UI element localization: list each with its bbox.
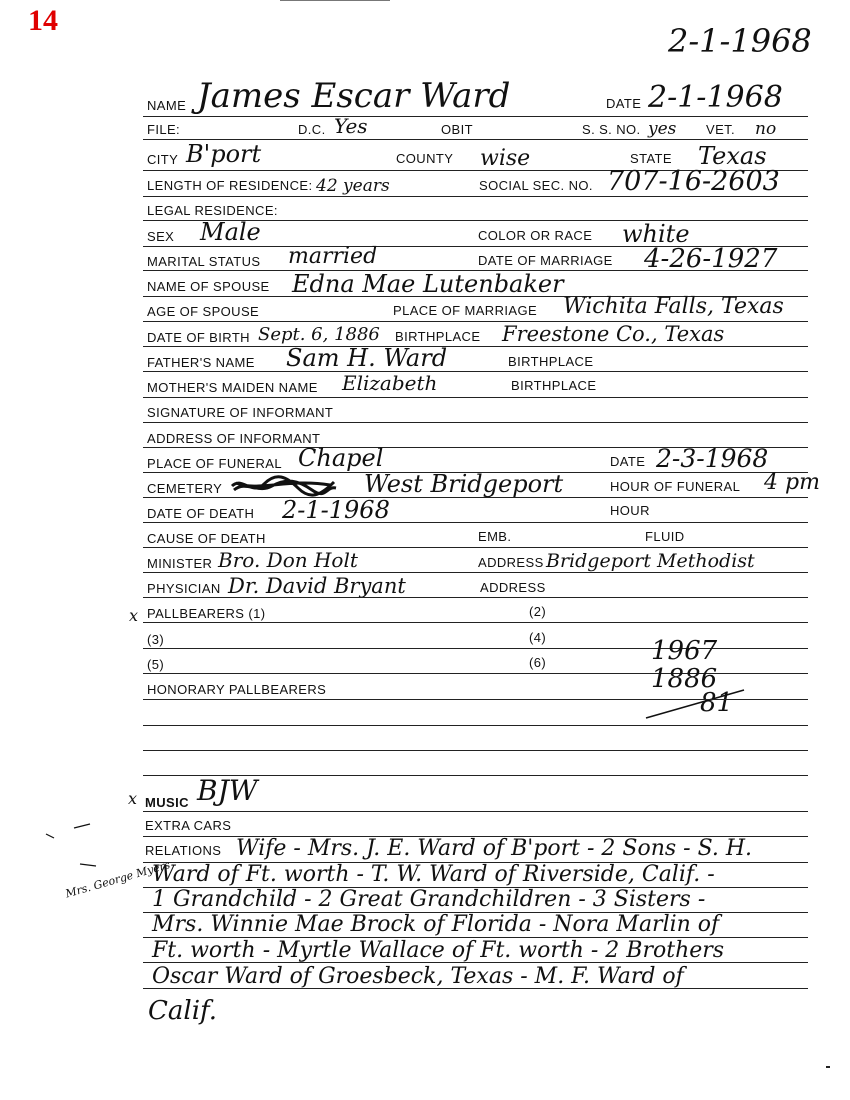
date-marriage-value: 4-26-1927 (644, 244, 778, 274)
city-value: B'port (186, 140, 262, 168)
relations-line-5: Ft. worth - Myrtle Wallace of Ft. worth - 2 Brothers (152, 938, 725, 963)
rule-dod (143, 522, 808, 523)
relations-line-2: Ward of Ft. worth - T. W. Ward of Riverside, Calif. - (152, 862, 715, 887)
funeral-place-value: Chapel (298, 444, 384, 472)
address-informant-label: ADDRESS OF INFORMANT (147, 431, 321, 446)
state-label: STATE (630, 151, 672, 166)
length-value: 42 years (316, 176, 390, 196)
minister-address-label: ADDRESS (478, 555, 544, 570)
signature-label: SIGNATURE OF INFORMANT (147, 405, 334, 420)
length-label: LENGTH OF RESIDENCE: (147, 178, 313, 193)
date-label: DATE (606, 96, 642, 111)
rule-name (143, 116, 808, 117)
socsec-value: 707-16-2603 (607, 166, 780, 197)
music-value: BJW (197, 774, 258, 807)
vet-value: no (755, 119, 777, 139)
hour-funeral-label: HOUR OF FUNERAL (610, 479, 741, 494)
relations-line-4: Mrs. Winnie Mae Brock of Florida - Nora Marlin of (152, 912, 720, 937)
rule-cemetery (143, 497, 808, 498)
cause-label: CAUSE OF DEATH (147, 531, 266, 546)
funeral-date-value: 2-3-1968 (656, 444, 769, 473)
mother-birthplace-label: BIRTHPLACE (511, 378, 597, 393)
page-number: 14 (28, 4, 58, 37)
rule-honorary (143, 699, 808, 700)
rule-music (143, 811, 808, 812)
rule-relations-6 (143, 988, 808, 989)
relations-line-1: Wife - Mrs. J. E. Ward of B'port - 2 Sons - S. H. (236, 836, 753, 861)
dod-value: 2-1-1968 (282, 496, 390, 524)
margin-note: Mrs. George Myers (64, 858, 172, 901)
calc-year-2: 1886 (651, 664, 718, 694)
county-value: wise (480, 146, 531, 171)
rule-dob (143, 346, 808, 347)
rule-length (143, 196, 808, 197)
fluid-label: FLUID (645, 529, 685, 544)
minister-value: Bro. Don Holt (218, 548, 358, 572)
pallbearer-2-label: (2) (529, 604, 547, 619)
calc-year-1: 1967 (651, 636, 718, 666)
birthplace-label: BIRTHPLACE (395, 329, 481, 344)
relations-line-3: 1 Grandchild - 2 Great Grandchildren - 3 Sisters - (152, 887, 706, 912)
vet-label: VET. (706, 122, 736, 137)
father-value: Sam H. Ward (286, 344, 448, 372)
city-label: CITY (147, 152, 179, 167)
state-value: Texas (698, 142, 767, 170)
rule-relations-5 (143, 962, 808, 963)
ssno-value: yes (648, 119, 677, 139)
physician-label: PHYSICIAN (147, 581, 221, 596)
dc-value: Yes (334, 114, 368, 138)
file-label: FILE: (147, 122, 181, 137)
physician-value: Dr. David Bryant (228, 574, 406, 598)
marital-value: married (288, 244, 378, 269)
rule-mother (143, 397, 808, 398)
honorary-label: HONORARY PALLBEARERS (147, 682, 327, 697)
sex-label: SEX (147, 229, 175, 244)
pallbearer-6-label: (6) (529, 655, 547, 670)
relations-label: RELATIONS (145, 843, 222, 858)
dc-label: D.C. (298, 122, 326, 137)
dob-label: DATE OF BIRTH (147, 330, 250, 345)
spouse-name-label: NAME OF SPOUSE (147, 279, 270, 294)
date-marriage-label: DATE OF MARRIAGE (478, 253, 613, 268)
pallbearer-5-label: (5) (147, 657, 165, 672)
rule-pall-1 (143, 622, 808, 623)
rule-blank-1 (143, 725, 808, 726)
music-label: MUSIC (145, 795, 189, 810)
hour-funeral-value: 4 pm (764, 470, 820, 495)
name-value: James Escar Ward (197, 76, 511, 116)
margin-ticks (40, 820, 100, 880)
rule-blank-2 (143, 750, 808, 751)
cemetery-label: CEMETERY (147, 481, 223, 496)
marital-label: MARITAL STATUS (147, 254, 261, 269)
funeral-date-label: DATE (610, 454, 646, 469)
legal-label: LEGAL RESIDENCE: (147, 203, 278, 218)
cemetery-value: West Bridgeport (364, 470, 564, 498)
spouse-name-value: Edna Mae Lutenbaker (292, 270, 564, 298)
minister-address-value: Bridgeport Methodist (546, 550, 755, 572)
rule-signature (143, 422, 808, 423)
top-edge-line (280, 0, 390, 1)
county-label: COUNTY (396, 151, 454, 166)
minister-label: MINISTER (147, 556, 213, 571)
extra-cars-label: EXTRA CARS (145, 818, 232, 833)
sex-value: Male (200, 218, 261, 246)
corner-speck (826, 1066, 830, 1068)
rule-father (143, 371, 808, 372)
place-marriage-label: PLACE OF MARRIAGE (393, 303, 538, 318)
relations-line-7: Calif. (148, 996, 217, 1026)
music-check-mark: x (128, 789, 138, 808)
dod-label: DATE OF DEATH (147, 506, 255, 521)
color-value: white (622, 220, 690, 248)
color-label: COLOR OR RACE (478, 228, 593, 243)
father-label: FATHER'S NAME (147, 355, 255, 370)
dob-value: Sept. 6, 1886 (258, 324, 380, 345)
emb-label: EMB. (478, 529, 512, 544)
top-date: 2-1-1968 (668, 22, 812, 60)
name-label: NAME (147, 98, 187, 113)
hour-label: HOUR (610, 503, 650, 518)
place-marriage-value: Wichita Falls, Texas (563, 294, 784, 319)
physician-address-label: ADDRESS (480, 580, 546, 595)
date-value: 2-1-1968 (648, 80, 783, 115)
pallbearer-3-label: (3) (147, 632, 165, 647)
scribble-mark (228, 474, 340, 498)
calc-strike-line (640, 686, 750, 722)
rule-minister (143, 572, 808, 573)
mother-value: Elizabeth (342, 371, 438, 395)
ssno-label: S. S. NO. (582, 122, 641, 137)
father-birthplace-label: BIRTHPLACE (508, 354, 594, 369)
relations-line-6: Oscar Ward of Groesbeck, Texas - M. F. Ward of (152, 964, 684, 989)
spouse-age-label: AGE OF SPOUSE (147, 304, 260, 319)
birthplace-value: Freestone Co., Texas (502, 322, 725, 346)
calc-result: 81 (700, 688, 734, 718)
funeral-place-label: PLACE OF FUNERAL (147, 456, 282, 471)
pallbearer-4-label: (4) (529, 630, 547, 645)
obit-label: OBIT (441, 122, 473, 137)
socsec-label: SOCIAL SEC. NO. (479, 178, 593, 193)
rule-physician (143, 597, 808, 598)
pallbearers-label: PALLBEARERS (1) (147, 606, 266, 621)
pallbearers-check-mark: x (129, 606, 139, 625)
mother-label: MOTHER'S MAIDEN NAME (147, 380, 318, 395)
